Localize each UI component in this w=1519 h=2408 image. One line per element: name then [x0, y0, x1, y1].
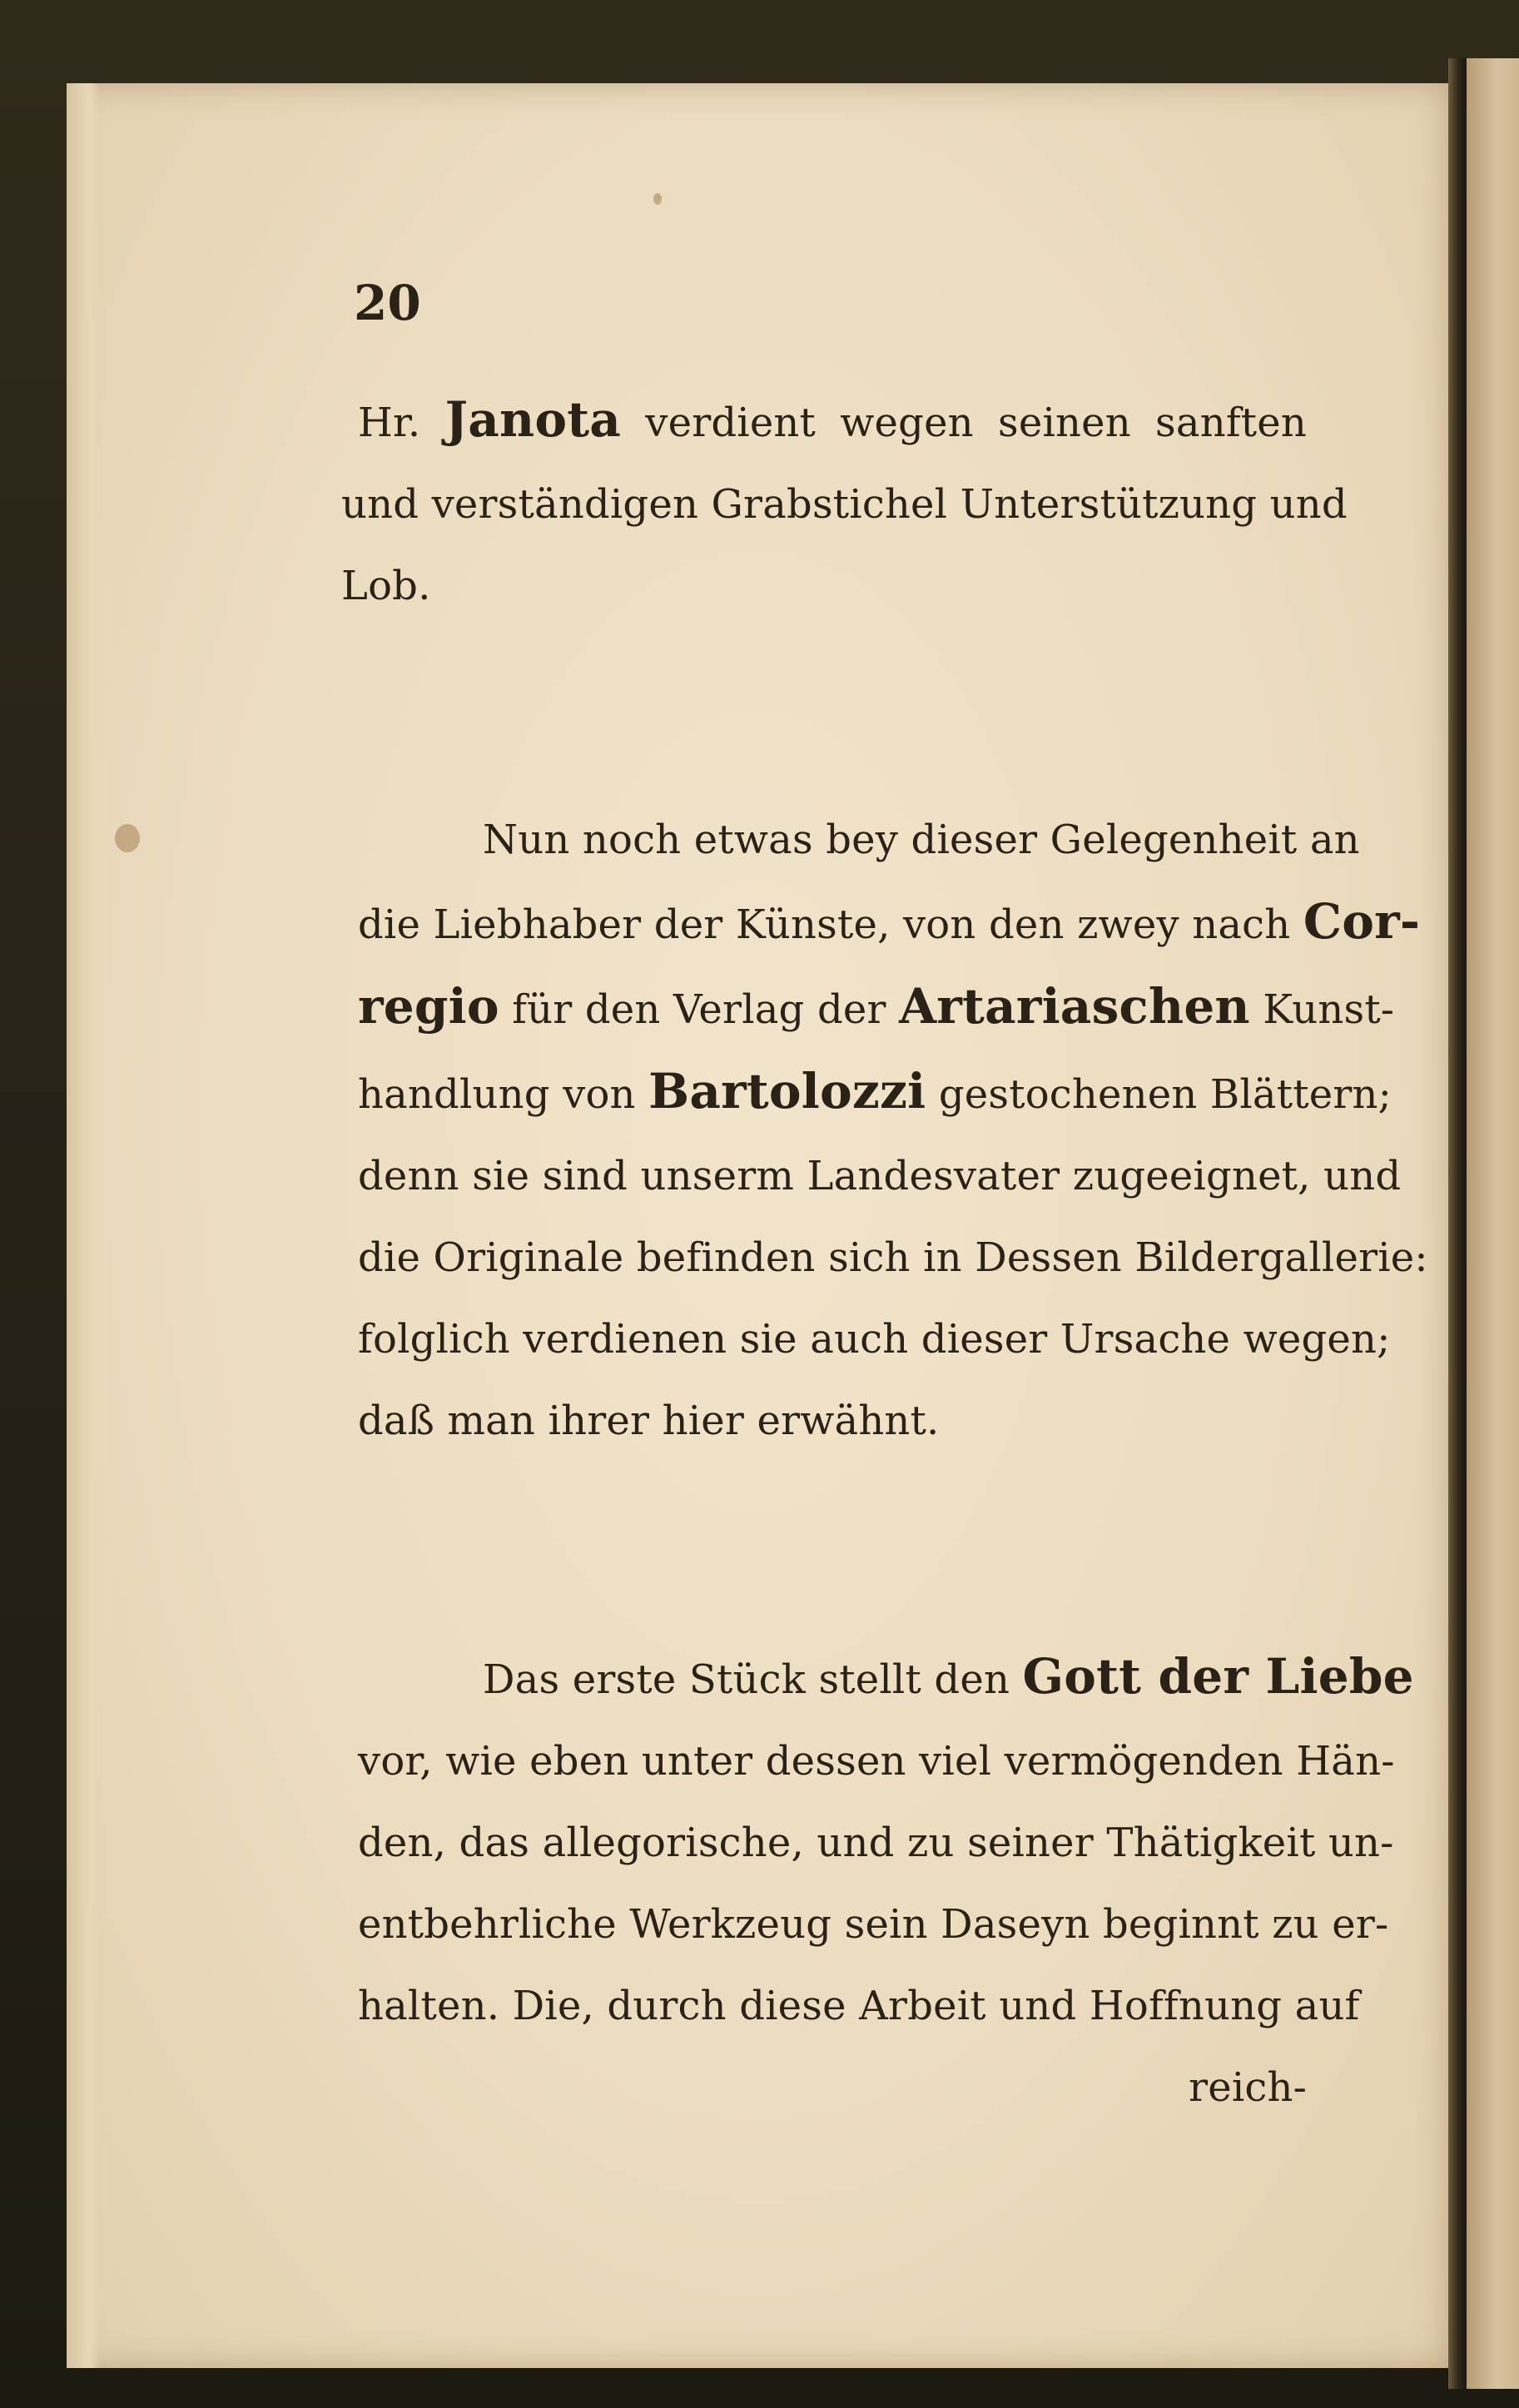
paragraph-2 [358, 799, 1428, 1462]
stain-spot [653, 193, 662, 205]
text-line: regio für den Verlag der Artariaschen Kunst- [358, 978, 1395, 1035]
text-line: folglich verdienen sie auch dieser Ursache wegen; [358, 1316, 1391, 1363]
page-edge [67, 83, 100, 2368]
adjacent-page-edge [1467, 58, 1519, 2389]
text-line: Hr. Janota verdient wegen seinen sanften [358, 391, 1307, 448]
stain-spot [115, 824, 140, 852]
text-line: Das erste Stück stellt den Gott der Liebe [483, 1648, 1414, 1705]
paragraph-3 [358, 1636, 1414, 2128]
page-number: 20 [354, 275, 421, 331]
text-line: handlung von Bartolozzi gestochenen Blättern; [358, 1063, 1392, 1120]
text-line: vor, wie eben unter dessen viel vermögenden Hän- [358, 1738, 1395, 1785]
text-line: denn sie sind unserm Landesvater zugeeignet, und [358, 1153, 1402, 1199]
text-line: den, das allegorische, und zu seiner Thätigkeit un- [358, 1820, 1394, 1866]
text-line: entbehrliche Werkzeug sein Daseyn beginnt zu er- [358, 1901, 1389, 1948]
catchword: reich- [1189, 2064, 1307, 2111]
text-line: die Originale befinden sich in Dessen Bildergallerie: [358, 1234, 1428, 1281]
text-line: die Liebhaber der Künste, von den zwey nach Cor- [358, 893, 1421, 950]
text-line: Nun noch etwas bey dieser Gelegenheit an [483, 817, 1360, 863]
text-line: halten. Die, durch diese Arbeit und Hoffnung auf [358, 1983, 1360, 2029]
book-gutter [1448, 58, 1467, 2389]
text-line: Lob. [341, 563, 431, 609]
paragraph-1 [341, 379, 1348, 627]
text-line: daß man ihrer hier erwähnt. [358, 1398, 940, 1444]
text-line: und verständigen Grabstichel Unterstützung und [341, 481, 1348, 528]
